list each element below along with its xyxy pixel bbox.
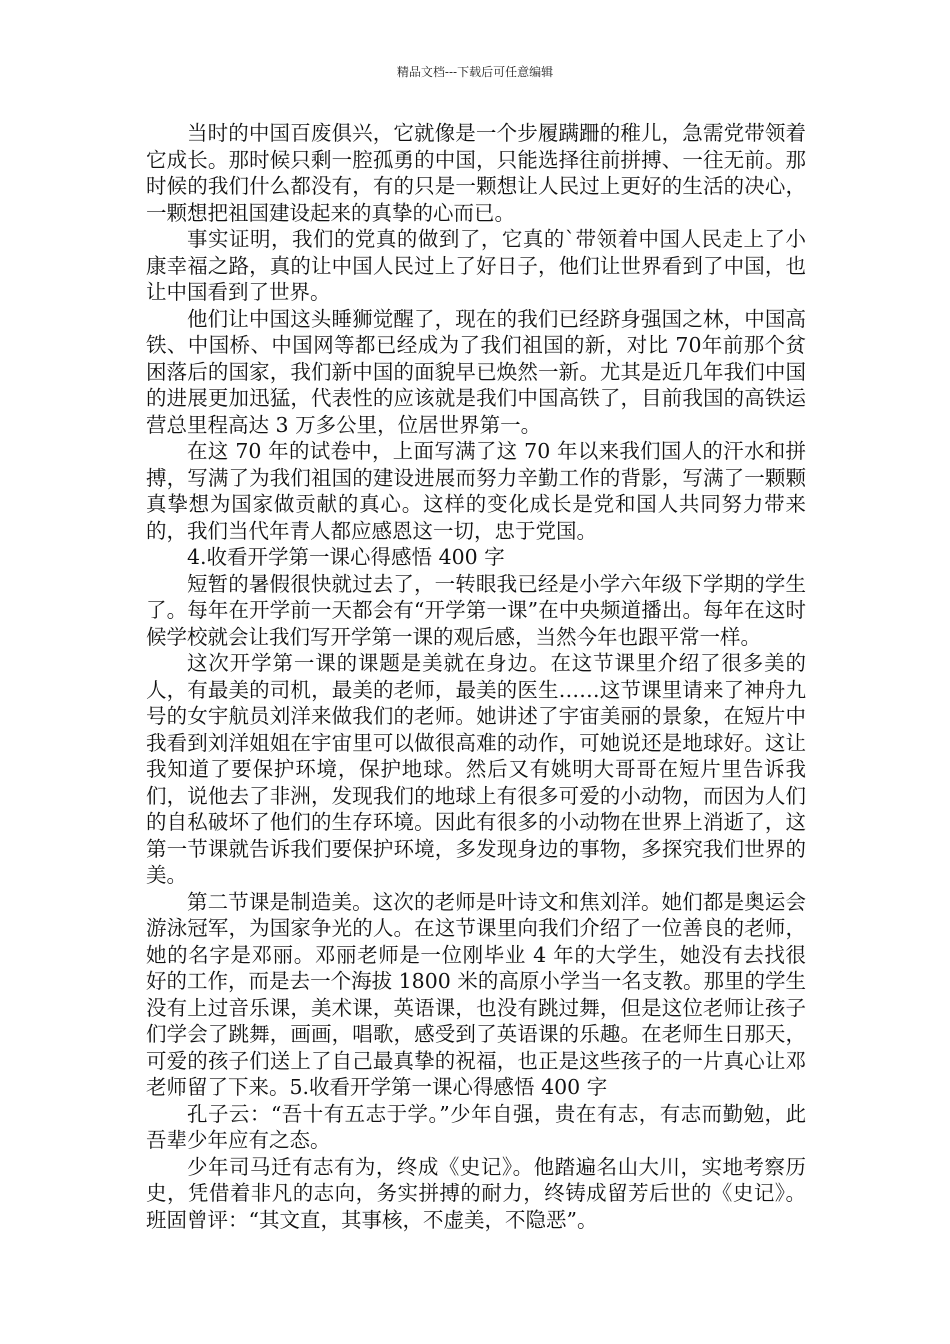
paragraph: 孔子云：“吾十有五志于学。”少年自强，贵在有志，有志而勤勉，此吾辈少年应有之态。: [146, 1101, 806, 1152]
document-body: [146, 120, 806, 1233]
paragraph: 这次开学第一课的课题是美就在身边。在这节课里介绍了很多美的人，有最美的司机，最美的老师，最美的医生……这节课里请来了神舟九号的女宇航员刘洋来做我们的老师。她讲述了宇宙美丽的景象，在短片中我看到刘洋姐姐在宇宙里可以做很高难的动作，可她说还是地球好。这让我知道了要保护环境，保护地球。然后又有姚明大哥哥在短片里告诉我们，说他去了非洲，发现我们的地球上有很多可爱的小动物，而因为人们的自私破坏了他们的生存环境。因此有很多的小动物在世界上消逝了，这第一节课就告诉我们要保护环境，多发现身边的事物，多探究我们世界的美。: [146, 651, 806, 887]
paragraph: 第二节课是制造美。这次的老师是叶诗文和焦刘洋。她们都是奥运会游泳冠军，为国家争光的人。在这节课里向我们介绍了一位善良的老师，她的名字是邓丽。邓丽老师是一位刚毕业 4 年的大学生，她没有去找很好的工作，而是去一个海拔 1800 米的高原小学当一名支教。那里的学生没有上过音乐课，美术课，英语课，也没有跳过舞，但是这位老师让孩子们学会了跳舞，画画，唱歌，感受到了英语课的乐趣。在老师生日那天，可爱的孩子们送上了自己最真挚的祝福，也正是这些孩子的一片真心让邓老师留了下来。5.收看开学第一课心得感悟 400 字: [146, 889, 806, 1099]
paragraph: 在这 70 年的试卷中，上面写满了这 70 年以来我们国人的汗水和拼搏，写满了为我们祖国的建设进展而努力辛勤工作的背影，写满了一颗颗真挚想为国家做贡献的真心。这样的变化成长是党和国人共同努力带来的，我们当代年青人都应感恩这一切，忠于党国。: [146, 439, 806, 543]
paragraph: 他们让中国这头睡狮觉醒了，现在的我们已经跻身强国之林，中国高铁、中国桥、中国网等都已经成为了我们祖国的新，对比 70年前那个贫困落后的国家，我们新中国的面貌早已焕然一新。尤其是近几年我们中国的进展更加迅猛，代表性的应该就是我们中国高铁了，目前我国的高铁运营总里程高达 3 万多公里，位居世界第一。: [146, 306, 806, 437]
paragraph: 少年司马迁有志有为，终成《史记》。他踏遍名山大川，实地考察历史，凭借着非凡的志向，务实拼搏的耐力，终铸成留芳后世的《史记》。班固曾评：“其文直，其事核，不虚美，不隐恶”。: [146, 1154, 806, 1232]
paragraph: 事实证明，我们的党真的做到了，它真的`带领着中国人民走上了小康幸福之路，真的让中国人民过上了好日子，他们让世界看到了中国，也让中国看到了世界。: [146, 227, 806, 304]
paragraph: 当时的中国百废俱兴，它就像是一个步履蹒跚的稚儿，急需党带领着它成长。那时候只剩一腔孤勇的中国，只能选择往前拼搏、一往无前。那时候的我们什么都没有，有的只是一颗想让人民过上更好的生活的决心，一颗想把祖国建设起来的真挚的心而已。: [146, 121, 806, 225]
page-header: 精品文档---下载后可任意编辑: [396, 65, 554, 79]
paragraph: 短暂的暑假很快就过去了，一转眼我已经是小学六年级下学期的学生了。每年在开学前一天都会有“开学第一课”在中央频道播出。每年在这时候学校就会让我们写开学第一课的观后感，当然今年也跟平常一样。: [146, 571, 806, 649]
section-heading: 4.收看开学第一课心得感悟 400 字: [187, 545, 505, 569]
